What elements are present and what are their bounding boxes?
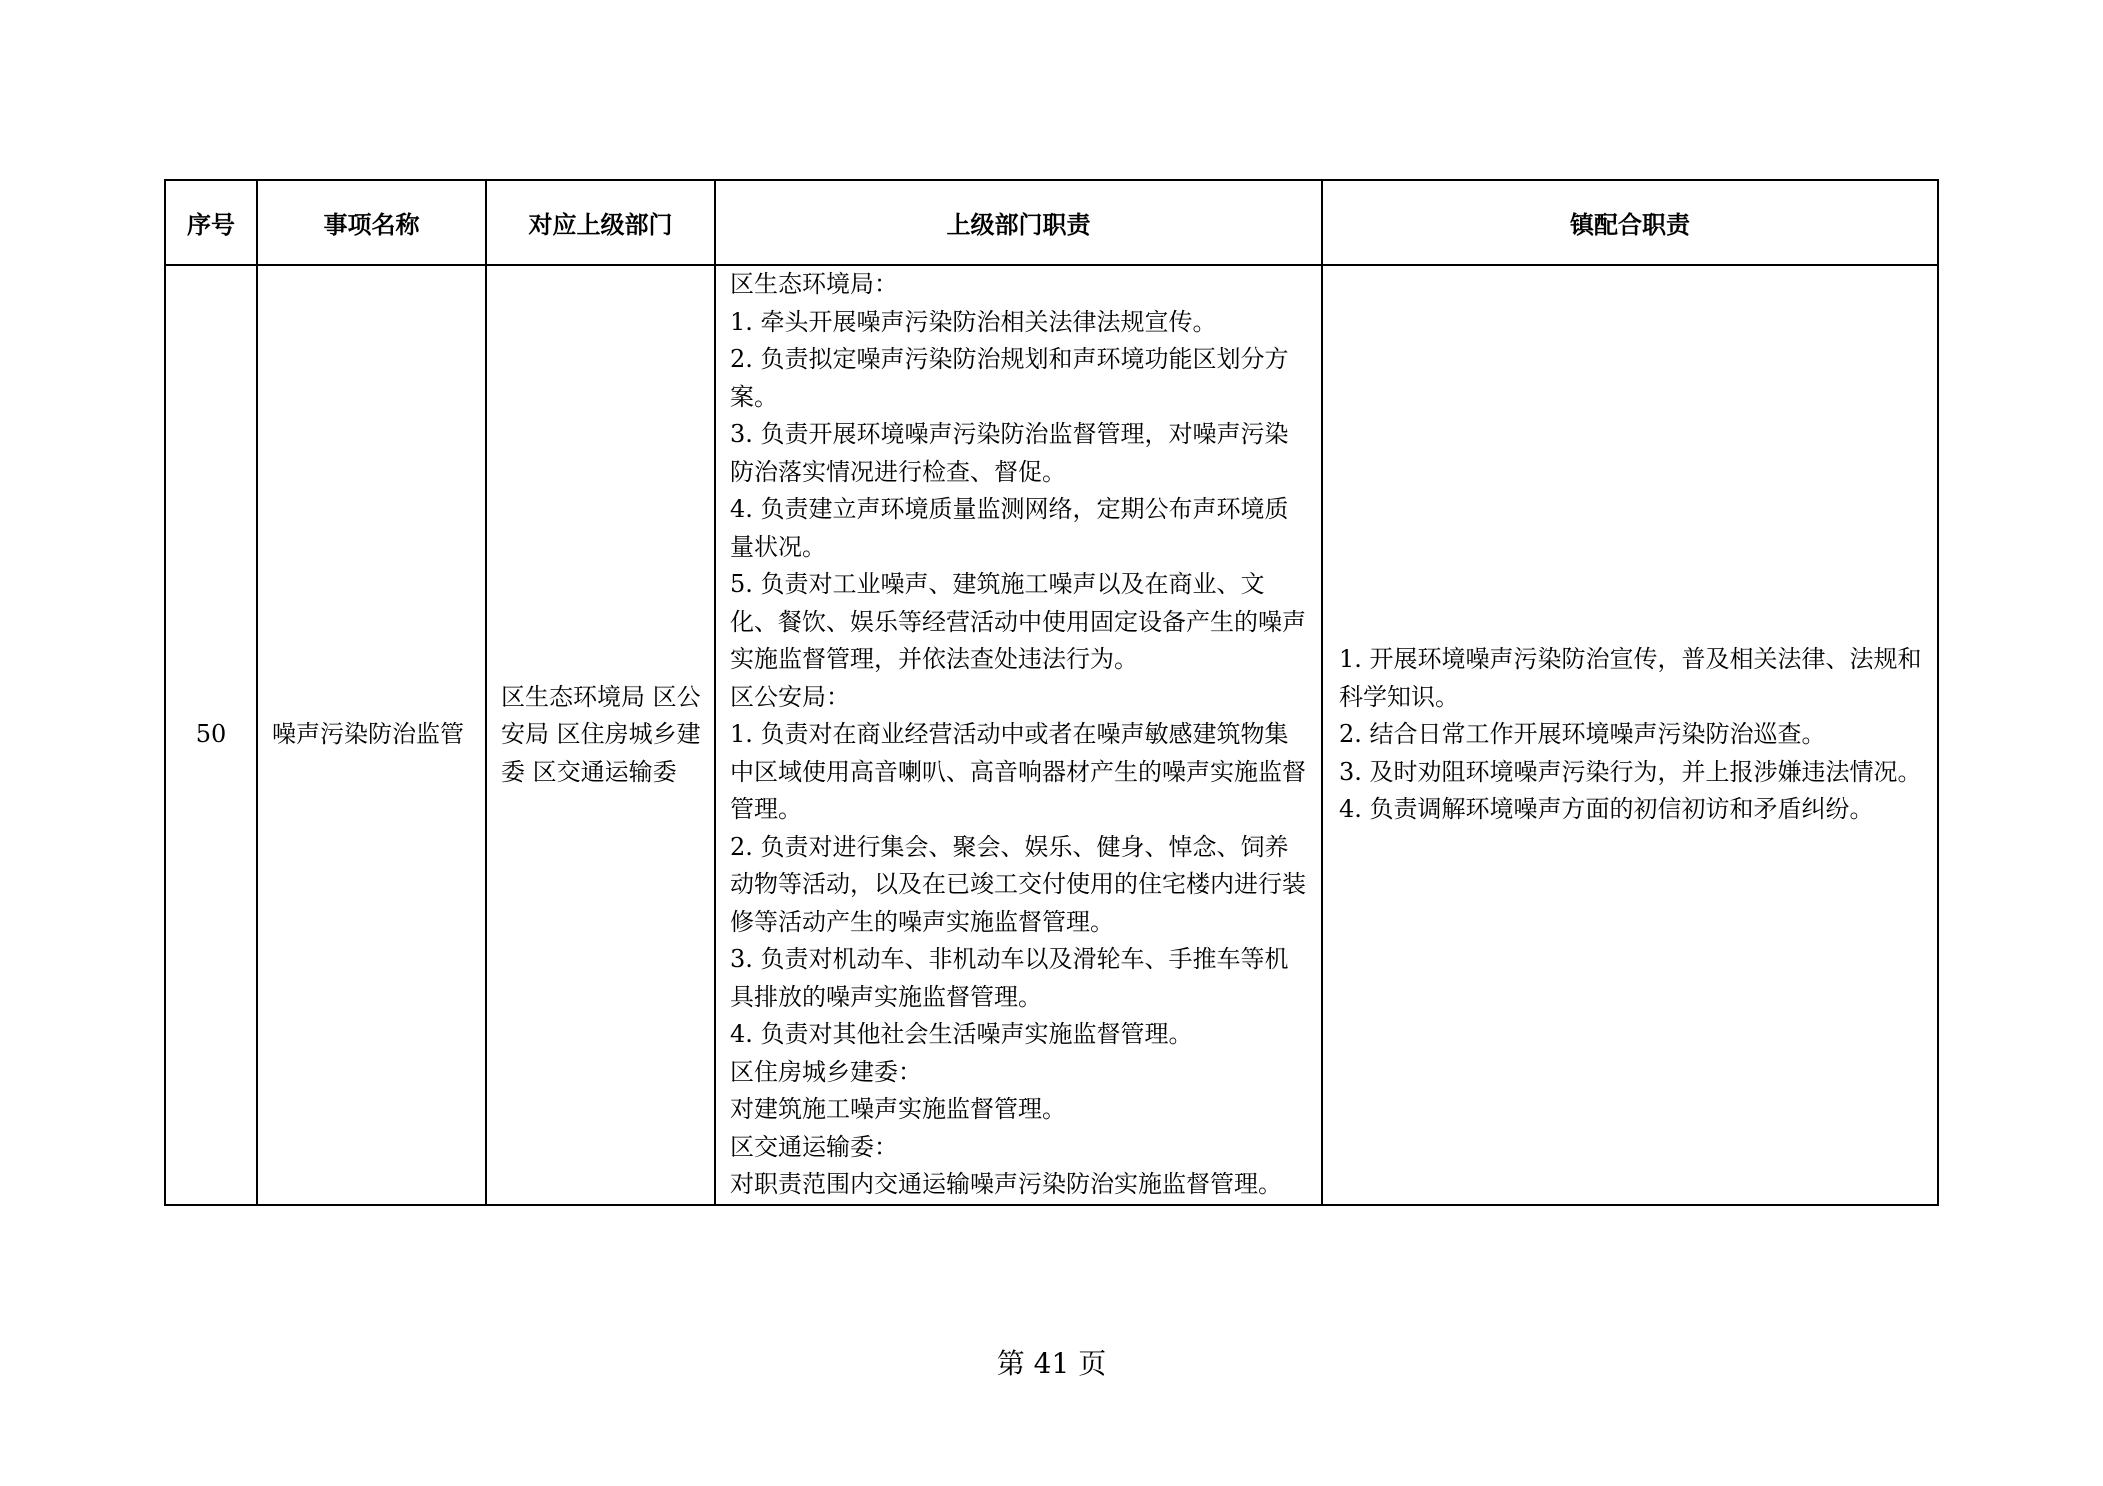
upper-duty-line: 2. 负责对进行集会、聚会、娱乐、健身、悼念、饲养动物等活动，以及在已竣工交付使用的住宅楼内进行装修等活动产生的噪声实施监督管理。 bbox=[730, 832, 1306, 936]
upper-duty-line: 对职责范围内交通运输噪声污染防治实施监督管理。 bbox=[730, 1170, 1282, 1198]
town-duty-line: 4. 负责调解环境噪声方面的初信初访和矛盾纠纷。 bbox=[1339, 795, 1874, 823]
upper-duty-line: 4. 负责对其他社会生活噪声实施监督管理。 bbox=[730, 1020, 1193, 1048]
upper-duty-line: 区公安局： bbox=[730, 682, 850, 711]
upper-duty-line: 5. 负责对工业噪声、建筑施工噪声以及在商业、文化、餐饮、娱乐等经营活动中使用固定设备产生的噪声实施监督管理，并依法查处违法行为。 bbox=[730, 570, 1306, 673]
upper-duty-line: 区住房城乡建委： bbox=[730, 1057, 922, 1086]
header-seq: 序号 bbox=[165, 180, 257, 265]
upper-duty-line: 对建筑施工噪声实施监督管理。 bbox=[730, 1095, 1066, 1123]
upper-duty-line: 3. 负责对机动车、非机动车以及滑轮车、手推车等机具排放的噪声实施监督管理。 bbox=[730, 945, 1289, 1011]
upper-duty-line: 4. 负责建立声环境质量监测网络，定期公布声环境质量状况。 bbox=[730, 495, 1289, 561]
header-town-duties: 镇配合职责 bbox=[1322, 180, 1938, 265]
seq-cell: 50 bbox=[165, 265, 257, 1205]
town-duty-line: 1. 开展环境噪声污染防治宣传，普及相关法律、法规和科学知识。 bbox=[1339, 645, 1922, 711]
header-item-name: 事项名称 bbox=[257, 180, 486, 265]
upper-duty-line: 1. 负责对在商业经营活动中或者在噪声敏感建筑物集中区域使用高音喇叭、高音响器材产生的噪声实施监督管理。 bbox=[730, 720, 1306, 823]
upper-duty-line: 3. 负责开展环境噪声污染防治监督管理，对噪声污染防治落实情况进行检查、督促。 bbox=[730, 420, 1289, 486]
header-row bbox=[165, 180, 1938, 265]
town-duties-cell bbox=[1322, 265, 1938, 1205]
upper-duty-line: 1. 牵头开展噪声污染防治相关法律法规宣传。 bbox=[730, 307, 1217, 336]
header-upper-department: 对应上级部门 bbox=[486, 180, 715, 265]
page-number: 第 41 页 bbox=[996, 1347, 1107, 1380]
town-duty-line: 3. 及时劝阻环境噪声污染行为，并上报涉嫌违法情况。 bbox=[1339, 757, 1922, 786]
item-name-cell: 噪声污染防治监管 bbox=[257, 265, 486, 1205]
upper-department-cell: 区生态环境局 区公安局 区住房城乡建委 区交通运输委 bbox=[486, 265, 715, 1205]
town-duty-line: 2. 结合日常工作开展环境噪声污染防治巡查。 bbox=[1339, 720, 1826, 748]
upper-duty-line: 2. 负责拟定噪声污染防治规划和声环境功能区划分方案。 bbox=[730, 345, 1289, 411]
header-upper-duties: 上级部门职责 bbox=[715, 180, 1322, 265]
table-row bbox=[165, 265, 1938, 1205]
duty-table bbox=[164, 179, 1939, 1206]
upper-duties-cell bbox=[715, 265, 1322, 1205]
upper-duty-line: 区生态环境局： bbox=[730, 270, 898, 298]
upper-duty-line: 区交通运输委： bbox=[730, 1132, 898, 1161]
